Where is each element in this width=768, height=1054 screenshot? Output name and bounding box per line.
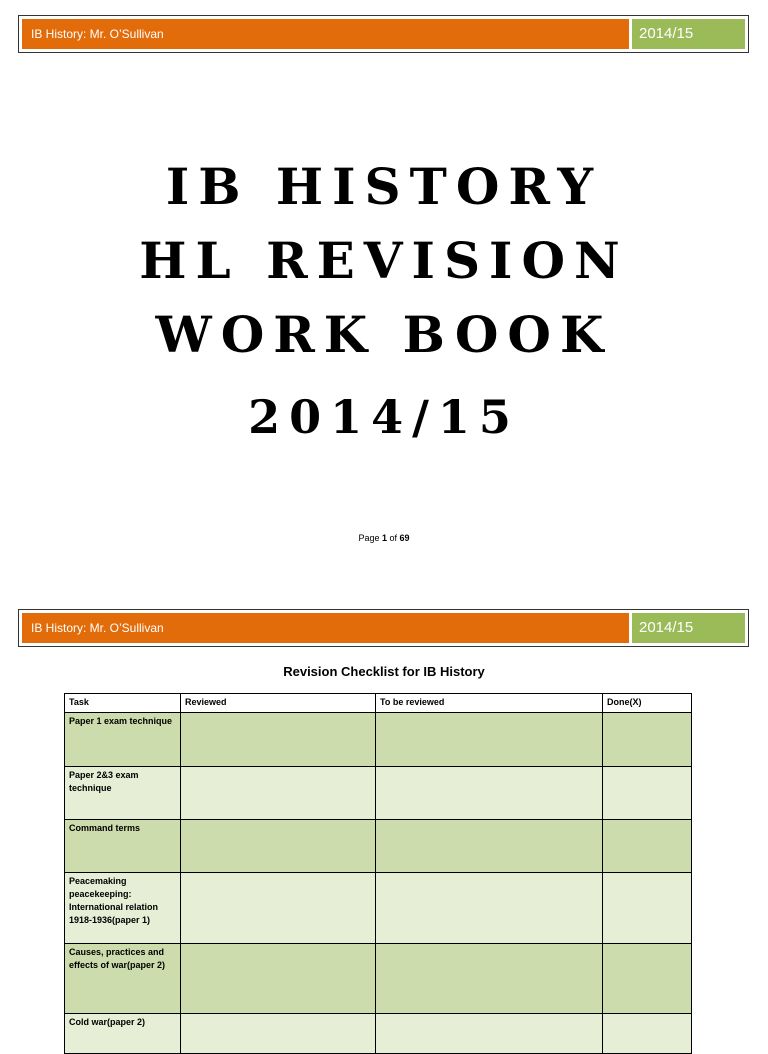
done-cell[interactable]: [603, 820, 692, 873]
column-header-done: Done(X): [603, 694, 692, 713]
header-course-label: IB History: Mr. O’Sullivan: [22, 19, 629, 49]
task-cell: Command terms: [65, 820, 181, 873]
table-row: [65, 767, 692, 820]
cover-year: 2014/15: [248, 390, 520, 444]
cover-title-line-3: WORK BOOK: [155, 305, 613, 364]
to-be-reviewed-cell[interactable]: [376, 713, 603, 767]
to-be-reviewed-cell[interactable]: [376, 820, 603, 873]
column-header-task: Task: [65, 694, 181, 713]
cover-title-line-2: HL REVISION: [139, 231, 629, 290]
table-row: [65, 713, 692, 767]
page-header: [18, 15, 749, 53]
page-number-separator: of: [389, 533, 398, 543]
to-be-reviewed-cell[interactable]: [376, 873, 603, 944]
column-header-reviewed: Reviewed: [181, 694, 376, 713]
task-cell: Causes, practices and effects of war(paper 2): [65, 944, 181, 1014]
page-number-total: 69: [399, 533, 410, 543]
to-be-reviewed-cell[interactable]: [376, 944, 603, 1014]
table-row: [65, 944, 692, 1014]
column-header-to-be-reviewed: To be reviewed: [376, 694, 603, 713]
header-year-label: 2014/15: [632, 19, 745, 49]
to-be-reviewed-cell[interactable]: [376, 767, 603, 820]
checklist-title: Revision Checklist for IB History: [283, 664, 485, 679]
table-header-row: [65, 694, 692, 713]
reviewed-cell[interactable]: [181, 873, 376, 944]
cover-title: [0, 150, 768, 462]
done-cell[interactable]: [603, 713, 692, 767]
cover-title-line-1: IB HISTORY: [165, 157, 603, 216]
header-course-label: IB History: Mr. O’Sullivan: [22, 613, 629, 643]
table-row: [65, 820, 692, 873]
page-number-current: 1: [381, 533, 387, 543]
to-be-reviewed-cell[interactable]: [376, 1014, 603, 1054]
task-cell: Paper 2&3 exam technique: [65, 767, 181, 820]
revision-checklist-table: [64, 693, 692, 1054]
reviewed-cell[interactable]: [181, 944, 376, 1014]
done-cell[interactable]: [603, 873, 692, 944]
page-number-prefix: Page: [358, 533, 380, 543]
table-row: [65, 1014, 692, 1054]
done-cell[interactable]: [603, 1014, 692, 1054]
reviewed-cell[interactable]: [181, 767, 376, 820]
page-number: [0, 533, 768, 543]
done-cell[interactable]: [603, 767, 692, 820]
task-cell: Peacemaking peacekeeping: International relation 1918-1936(paper 1): [65, 873, 181, 944]
reviewed-cell[interactable]: [181, 1014, 376, 1054]
task-cell: Cold war(paper 2): [65, 1014, 181, 1054]
header-year-label: 2014/15: [632, 613, 745, 643]
reviewed-cell[interactable]: [181, 820, 376, 873]
table-row: [65, 873, 692, 944]
reviewed-cell[interactable]: [181, 713, 376, 767]
done-cell[interactable]: [603, 944, 692, 1014]
task-cell: Paper 1 exam technique: [65, 713, 181, 767]
page-header: [18, 609, 749, 647]
